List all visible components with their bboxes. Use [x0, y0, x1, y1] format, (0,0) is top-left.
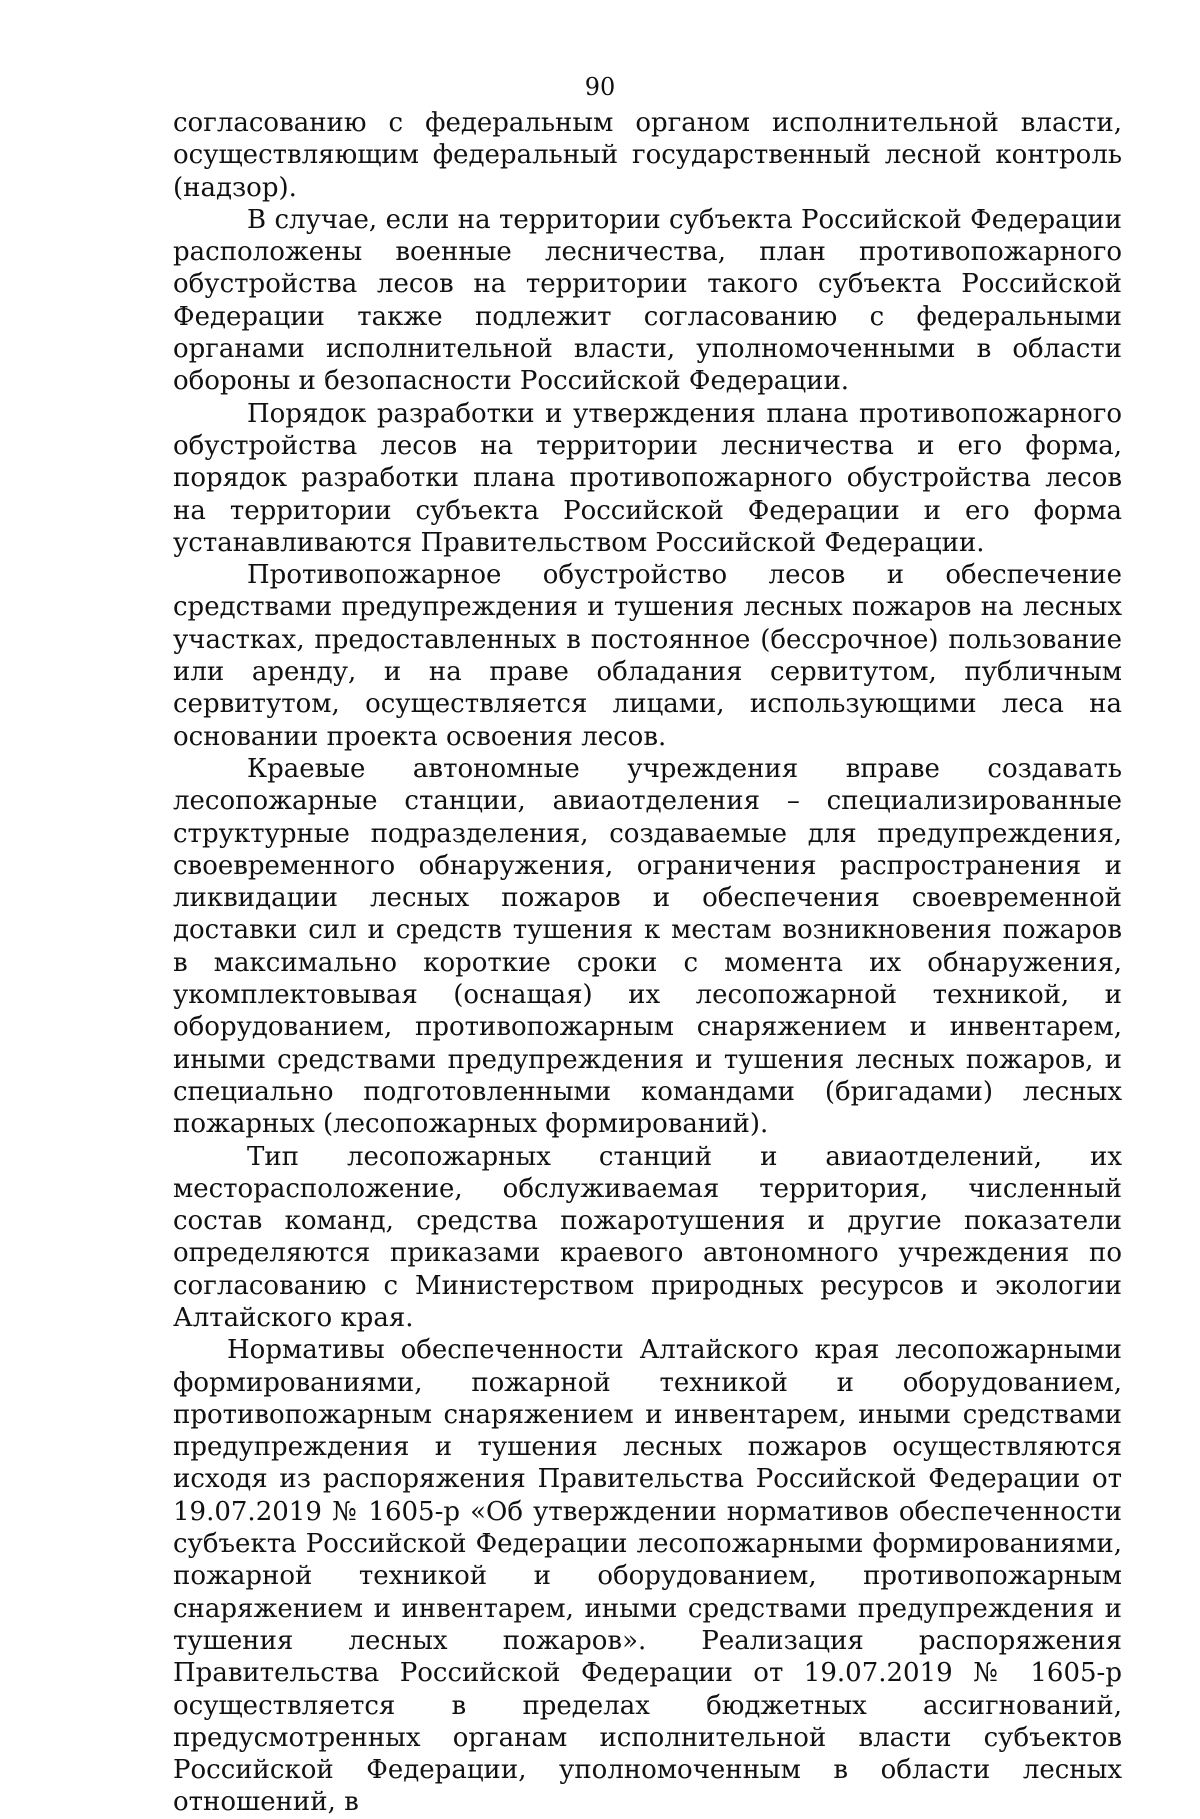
paragraph-norms: Нормативы обеспеченности Алтайского края лесопожарными формированиями, пожарной техникой и оборудованием, противопожарным снаряжением и инвентарем, иными средствами предупреждения и тушения лесных пожаров осуществляются исходя из распоряжения Правительства Российской Федерации от 19.07.2019 № 1605-р «Об утверждении нормативов обеспеченности субъекта Российской Федерации лесопожарными формированиями, пожарной техникой и оборудованием, противопожарным снаряжением и инвентарем, иными средствами предупреждения и тушения лесных пожаров». Реализация распоряжения Правительства Российской Федерации от 19.07.2019 № 1605-р осуществляется в пределах бюджетных ассигнований, предусмотренных органам исполнительной власти субъектов Российской Федерации, уполномоченным в области лесных отношений, в: [173, 1335, 1122, 1818]
paragraph-fire-prevention-leases: Противопожарное обустройство лесов и обеспечение средствами предупреждения и тушения лесных пожаров на лесных участках, предоставленных в постоянное (бессрочное) пользование или аренду, и на праве обладания сервитутом, публичным сервитутом, осуществляется лицами, использующими леса на основании проекта освоения лесов.: [173, 560, 1122, 752]
paragraph-plan-procedure: Порядок разработки и утверждения плана противопожарного обустройства лесов на территории лесничества и его форма, порядок разработки плана противопожарного обустройства лесов на территории субъекта Российской Федерации и его форма устанавливаются Правительством Российской Федерации.: [173, 398, 1122, 558]
paragraph-continuation: согласованию с федеральным органом исполнительной власти, осуществляющим федеральный государственный лесной контроль (надзор).: [173, 108, 1122, 203]
paragraph-fire-stations: Краевые автономные учреждения вправе создавать лесопожарные станции, авиаотделения – специализированные структурные подразделения, создаваемые для предупреждения, своевременного обнаружения, ограничения распространения и ликвидации лесных пожаров и обеспечения своевременной доставки сил и средств тушения к местам возникновения пожаров в максимально короткие сроки с момента их обнаружения, укомплектовывая (оснащая) их лесопожарной техникой, и оборудованием, противопожарным снаряжением и инвентарем, иными средствами предупреждения и тушения лесных пожаров, и специально подготовленными командами (бригадами) лесных пожарных (лесопожарных формирований).: [173, 753, 1122, 1140]
document-body: [173, 107, 1122, 1819]
page-number: 90: [584, 73, 616, 101]
paragraph-station-types: Тип лесопожарных станций и авиаотделений, их месторасположение, обслуживаемая территория, численный состав команд, средства пожаротушения и другие показатели определяются приказами краевого автономного учреждения по согласованию с Министерством природных ресурсов и экологии Алтайского края.: [173, 1141, 1122, 1333]
paragraph-military-forestries: В случае, если на территории субъекта Российской Федерации расположены военные лесничества, план противопожарного обустройства лесов на территории такого субъекта Российской Федерации также подлежит согласованию с федеральными органами исполнительной власти, уполномоченными в области обороны и безопасности Российской Федерации.: [173, 204, 1122, 397]
